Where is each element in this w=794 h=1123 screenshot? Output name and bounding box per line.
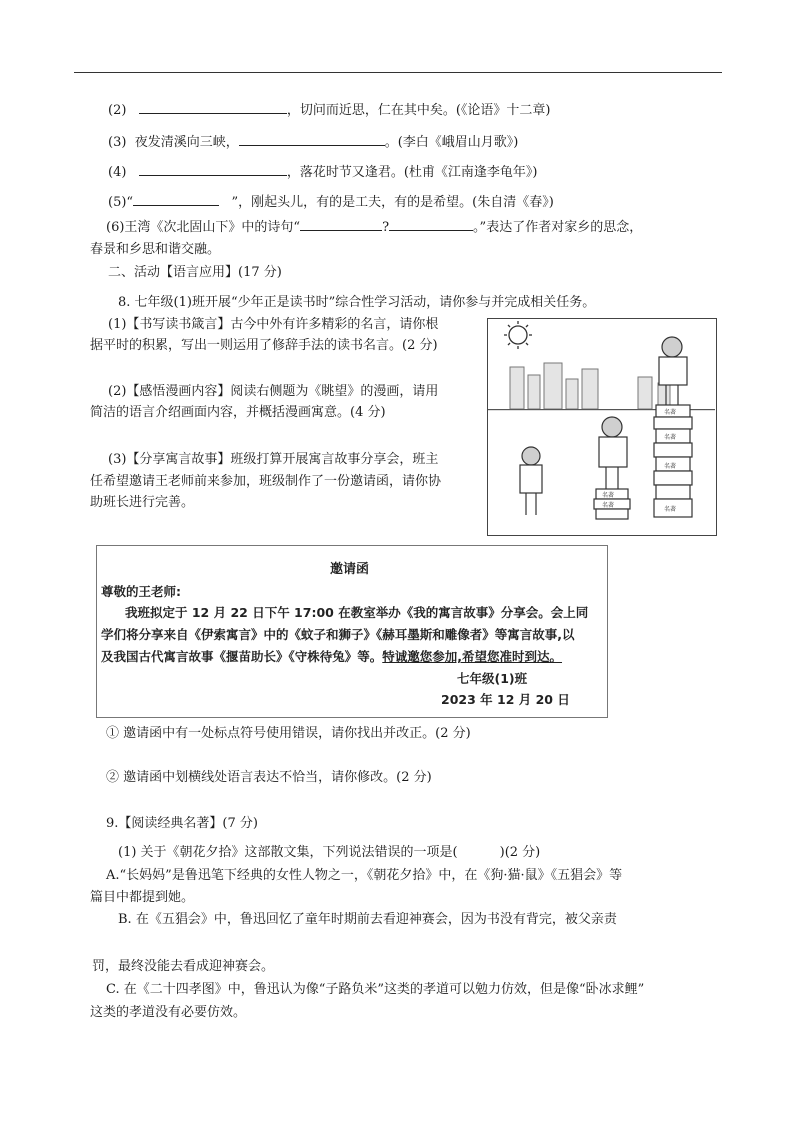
book-label: 名著 bbox=[664, 434, 677, 441]
book-stack-tall bbox=[654, 405, 692, 517]
invitation-card bbox=[96, 545, 608, 718]
item-number: (2) bbox=[108, 103, 127, 118]
question-9-1 bbox=[118, 844, 540, 862]
city-skyline bbox=[510, 363, 670, 409]
book-label: 名著 bbox=[664, 506, 677, 513]
middle-figure bbox=[599, 417, 627, 489]
item-number: (3) bbox=[108, 135, 127, 150]
answer-blank[interactable] bbox=[300, 218, 382, 231]
option-a-cont: 篇目中都提到她。 bbox=[90, 890, 195, 905]
option-c: C. 在《二十四孝图》中，鲁迅认为像“子路负米”这类的孝道可以勉力仿效，但是像“卧冰求鲤” bbox=[106, 982, 645, 997]
question-8-intro: 8. 七年级(1)班开展“少年正是读书时”综合性学习活动，请你参与并完成相关任务。 bbox=[118, 295, 596, 310]
poem-text: 夜发清溪向三峡， bbox=[134, 135, 239, 150]
option-b-cont: 罚，最终没能去看成迎神赛会。 bbox=[92, 959, 275, 974]
invitation-salutation: 尊敬的王老师: bbox=[101, 584, 181, 599]
sun-icon bbox=[504, 321, 532, 349]
question-8-2: (2)【感悟漫画内容】阅读右侧题为《眺望》的漫画，请用 bbox=[108, 384, 439, 399]
book-label: 名著 bbox=[664, 463, 677, 470]
comic-drawing bbox=[488, 319, 715, 534]
answer-blank[interactable] bbox=[139, 101, 287, 114]
poem-text: ，切问而近思，仁在其中矣。(《论语》十二章) bbox=[286, 103, 551, 118]
book-label: 名著 bbox=[602, 502, 615, 509]
question-8-3-cont: 助班长进行完善。 bbox=[90, 495, 195, 510]
book-label: 名著 bbox=[664, 409, 677, 416]
poem-line-3 bbox=[108, 133, 518, 152]
question-8-1: (1)【书写读书箴言】古今中外有许多精彩的名言，请你根 bbox=[108, 317, 439, 332]
invitation-signature: 七年级(1)班 bbox=[457, 671, 528, 686]
invitation-body: 及我国古代寓言故事《揠苗助长》《守株待兔》等。 bbox=[101, 649, 383, 664]
poem-text: (6)王湾《次北固山下》中的诗句“ bbox=[106, 220, 301, 235]
item-number: (4) bbox=[108, 165, 127, 180]
header-rule bbox=[74, 72, 722, 73]
invitation-underlined-sentence: 特诚邀您参加,希望您准时到达。 bbox=[382, 649, 563, 664]
question-8-3: (3)【分享寓言故事】班级打算开展寓言故事分享会，班主 bbox=[108, 452, 439, 467]
question-9-title: 9.【阅读经典名著】(7 分) bbox=[106, 816, 258, 831]
poem-text: 。(李白《峨眉山月歌》) bbox=[384, 135, 519, 150]
comic-illustration bbox=[487, 318, 717, 536]
invitation-body: 学们将分享来自《伊索寓言》中的《蚊子和狮子》《赫耳墨斯和雕像者》等寓言故事,以 bbox=[101, 627, 575, 642]
poem-line-2 bbox=[108, 101, 550, 120]
question-score: )(2 分) bbox=[499, 845, 541, 860]
answer-blank[interactable] bbox=[239, 133, 385, 146]
question-8-2-cont: 简洁的语言介绍画面内容，并概括漫画寓意。(4 分) bbox=[90, 405, 386, 420]
poem-text: 。”表达了作者对家乡的思念， bbox=[473, 220, 643, 235]
poem-text: ，落花时节又逢君。(杜甫《江南逢李龟年》) bbox=[286, 165, 538, 180]
poem-line-6 bbox=[106, 218, 642, 237]
item-number: (5) bbox=[108, 195, 127, 210]
answer-blank[interactable] bbox=[133, 193, 219, 206]
quote-mark: “ bbox=[126, 195, 134, 210]
poem-line-4 bbox=[108, 163, 537, 182]
section-title: 二、活动【语言应用】(17 分) bbox=[108, 265, 282, 280]
question-8-sub-1: ① 邀请函中有一处标点符号使用错误，请你找出并改正。(2 分) bbox=[106, 726, 471, 741]
option-a: A.“长妈妈”是鲁迅笔下经典的女性人物之一，《朝花夕拾》中，在《狗·猫·鼠》《五猖会》等 bbox=[106, 868, 623, 883]
question-8-3-cont: 任希望邀请王老师前来参加，班级制作了一份邀请函，请你协 bbox=[90, 474, 442, 489]
poem-text: 春景和乡思和谐交融。 bbox=[90, 242, 221, 257]
question-8-1-cont: 据平时的积累，写出一则运用了修辞手法的读书名言。(2 分) bbox=[90, 338, 438, 353]
poem-text: ? bbox=[382, 220, 390, 235]
child-figure bbox=[520, 447, 542, 515]
option-b: B. 在《五猖会》中，鲁迅回忆了童年时期前去看迎神赛会，因为书没有背完，被父亲责 bbox=[118, 912, 617, 927]
answer-blank[interactable] bbox=[389, 218, 473, 231]
answer-blank[interactable] bbox=[139, 163, 287, 176]
invitation-date: 2023 年 12 月 20 日 bbox=[441, 692, 570, 707]
invitation-body: 我班拟定于 12 月 22 日下午 17:00 在教室举办《我的寓言故事》分享会。会上同 bbox=[125, 605, 589, 620]
poem-text: ”，刚起头儿，有的是工夫，有的是希望。(朱自清《春》) bbox=[231, 195, 554, 210]
invitation-title: 邀请函 bbox=[330, 562, 370, 577]
option-c-cont: 这类的孝道没有必要仿效。 bbox=[90, 1005, 247, 1020]
poem-line-5 bbox=[108, 193, 554, 212]
question-8-sub-2: ② 邀请函中划横线处语言表达不恰当，请你修改。(2 分) bbox=[106, 770, 432, 785]
question-text: (1) 关于《朝花夕拾》这部散文集，下列说法错误的一项是( bbox=[118, 845, 458, 860]
book-label: 名著 bbox=[602, 492, 615, 499]
